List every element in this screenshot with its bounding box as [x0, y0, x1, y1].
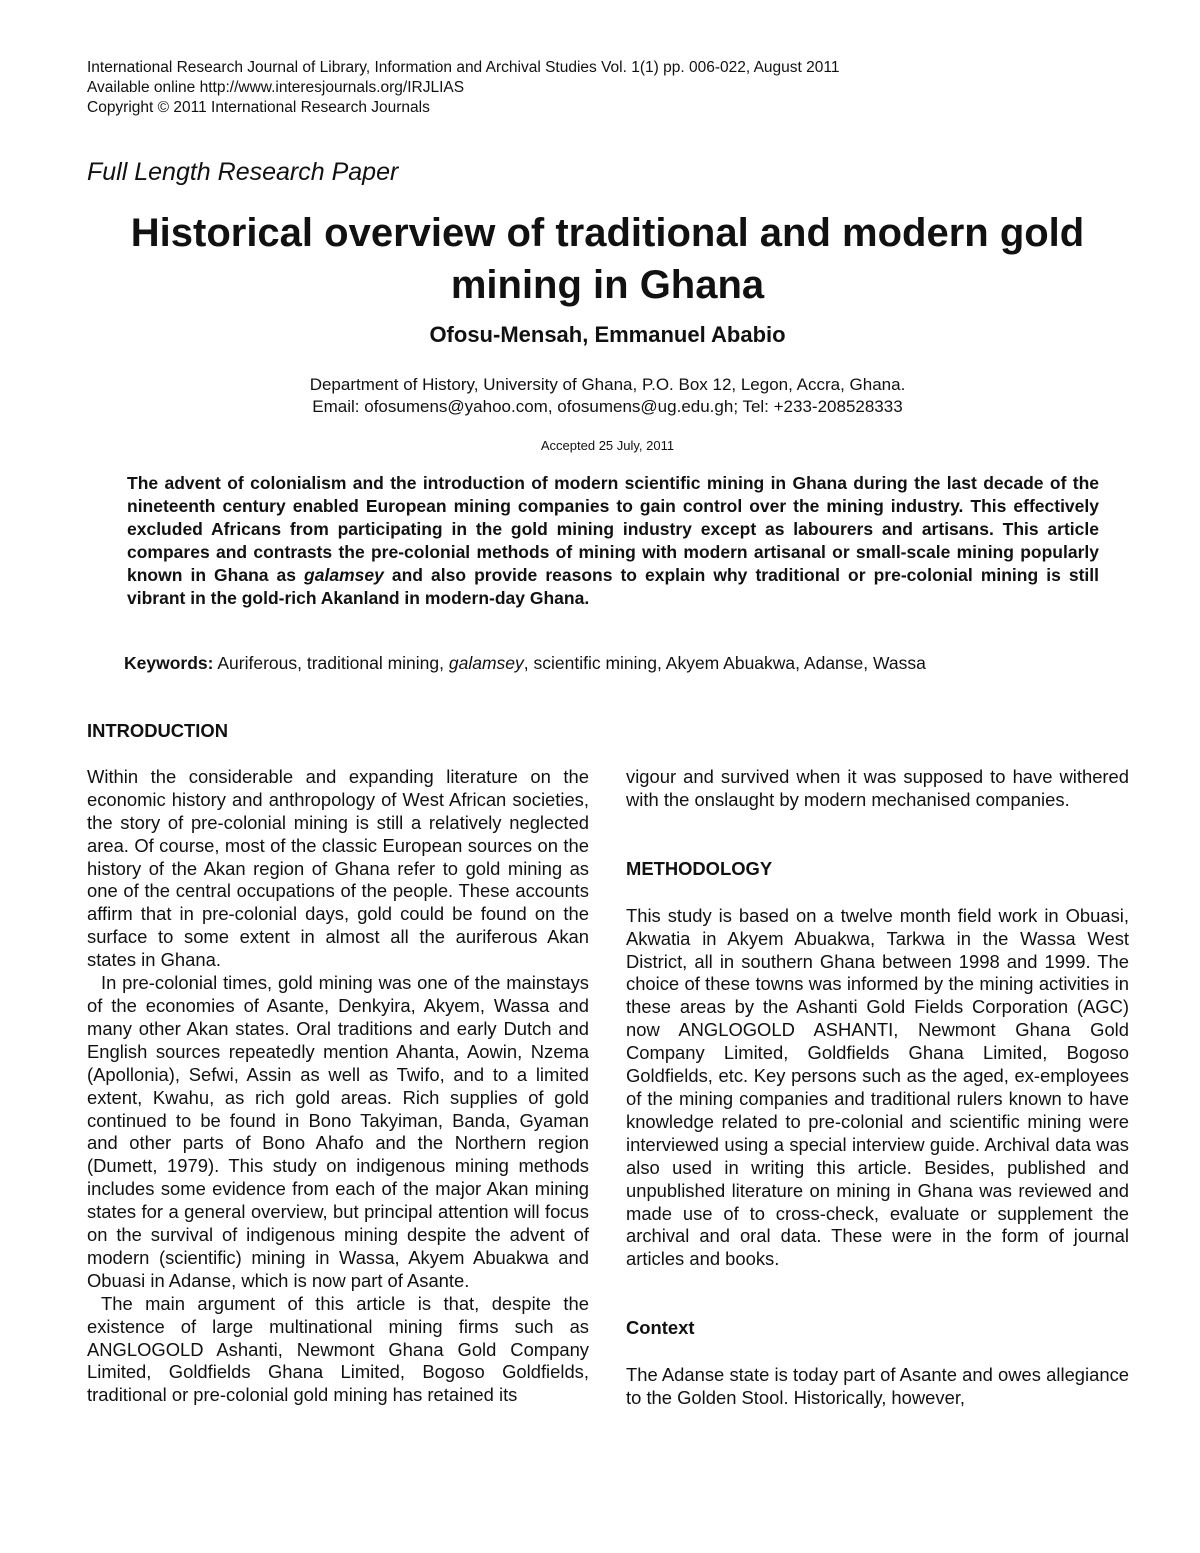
title-line-1: Historical overview of traditional and modern gold: [130, 211, 1085, 255]
journal-url: Available online http://www.interesjournals.org/IRJLIAS: [87, 79, 465, 96]
methodology-heading: METHODOLOGY: [626, 857, 773, 879]
keywords-label: Keywords:: [124, 653, 214, 673]
keywords-italic-term: galamsey: [448, 653, 524, 673]
abstract-italic-term: galamsey: [304, 565, 384, 585]
keywords-text-2: , scientific mining, Akyem Abuakwa, Adanse, Wassa: [523, 653, 926, 673]
accepted-date: Accepted 25 July, 2011: [540, 438, 675, 453]
title-line-2: mining in Ghana: [450, 263, 765, 307]
affiliation-contact: Email: ofosumens@yahoo.com, ofosumens@ug.edu.gh; Tel: +233-208528333: [312, 397, 903, 416]
keywords: [124, 653, 926, 674]
affiliation: [87, 374, 1128, 418]
author-name: Ofosu-Mensah, Emmanuel Ababio: [429, 322, 786, 347]
journal-citation: International Research Journal of Library, Information and Archival Studies Vol. 1(1) pp. 006-022, August 2011: [87, 59, 840, 76]
intro-paragraph-3-continued: vigour and survived when it was supposed to have withered with the onslaught by modern mechanised companies.: [626, 766, 1129, 810]
affiliation-address: Department of History, University of Ghana, P.O. Box 12, Legon, Accra, Ghana.: [309, 375, 906, 394]
paper-title: [87, 207, 1128, 311]
context-paragraph: The Adanse state is today part of Asante and owes allegiance to the Golden Stool. Historically, however,: [626, 1364, 1129, 1409]
abstract: [127, 472, 1099, 610]
journal-copyright: Copyright © 2011 International Research Journals: [87, 99, 430, 116]
abstract-text-1: The advent of colonialism and the introduction of modern scientific mining in Ghana during the last decade of the nineteenth century enabled European mining companies to gain control over the mining industry. This effectively excluded Africans from participating in the gold mining industry except as labourers and artisans. This article compares and contrasts the pre-colonial methods of mining with modern artisanal or small-scale mining popularly known in Ghana as: [127, 473, 1099, 585]
introduction-heading: INTRODUCTION: [87, 720, 228, 741]
abstract-text-2: and also provide reasons to explain why traditional or pre-colonial mining is still vibrant in the gold-rich Akanland in modern-day Ghana.: [127, 565, 1099, 608]
intro-paragraph-3: The main argument of this article is that, despite the existence of large multinational mining firms such as ANGLOGOLD Ashanti, Newmont Ghana Gold Company Limited, Goldfields Ghana Limited, Bogoso Goldfields, traditional or pre-colonial gold mining has retained its: [87, 1292, 589, 1406]
intro-paragraph-2: In pre-colonial times, gold mining was one of the mainstays of the economies of Asante, Denkyira, Akyem, Wassa and many other Akan states. Oral traditions and early Dutch and English sources repeatedly mention Ahanta, Aowin, Nzema (Apollonia), Sefwi, Assin as well as Twifo, and to a limited extent, Kwahu, as rich gold areas. Rich supplies of gold continued to be found in Bono Takyiman, Banda, Gyaman and other parts of Bono Ahafo and the Northern region (Dumett, 1979). This study on indigenous mining methods includes some evidence from each of the major Akan mining states for a general overview, but principal attention will focus on the survival of indigenous mining despite the advent of modern (scientific) mining in Wassa, Akyem Abuakwa and Obuasi in Adanse, which is now part of Asante.: [87, 972, 589, 1291]
left-column: [87, 720, 589, 1407]
intro-paragraph-1: Within the considerable and expanding literature on the economic history and anthropology of West African societies, the story of pre-colonial mining is still a relatively neglected area. Of course, most of the classic European sources on the history of the Akan region of Ghana refer to gold mining as one of the central occupations of the people. These accounts affirm that in pre-colonial days, gold could be found on the surface to some extent in almost all the auriferous Akan states in Ghana.: [87, 765, 589, 971]
context-heading: Context: [626, 1317, 695, 1339]
journal-header: [87, 58, 840, 118]
methodology-paragraph: This study is based on a twelve month field work in Obuasi, Akwatia in Akyem Abuakwa, Tarkwa in the Wassa West District, all in southern Ghana between 1998 and 1999. The choice of these towns was informed by the mining activities in these areas by the Ashanti Gold Fields Corporation (AGC) now ANGLOGOLD ASHANTI, Newmont Ghana Gold Company Limited, Goldfields Ghana Limited, Bogoso Goldfields, etc. Key persons such as the aged, ex-employees of the mining companies and traditional rulers known to have knowledge related to pre-colonial and scientific mining were interviewed using a special interview guide. Archival data was also used in writing this article. Besides, published and unpublished literature on mining in Ghana was reviewed and made use of to cross-check, evaluate or supplement the archival and oral data. These were in the form of journal articles and books.: [626, 904, 1129, 1270]
right-column: [626, 766, 1129, 1410]
paper-type: Full Length Research Paper: [87, 158, 399, 186]
keywords-text-1: Auriferous, traditional mining,: [213, 653, 449, 673]
